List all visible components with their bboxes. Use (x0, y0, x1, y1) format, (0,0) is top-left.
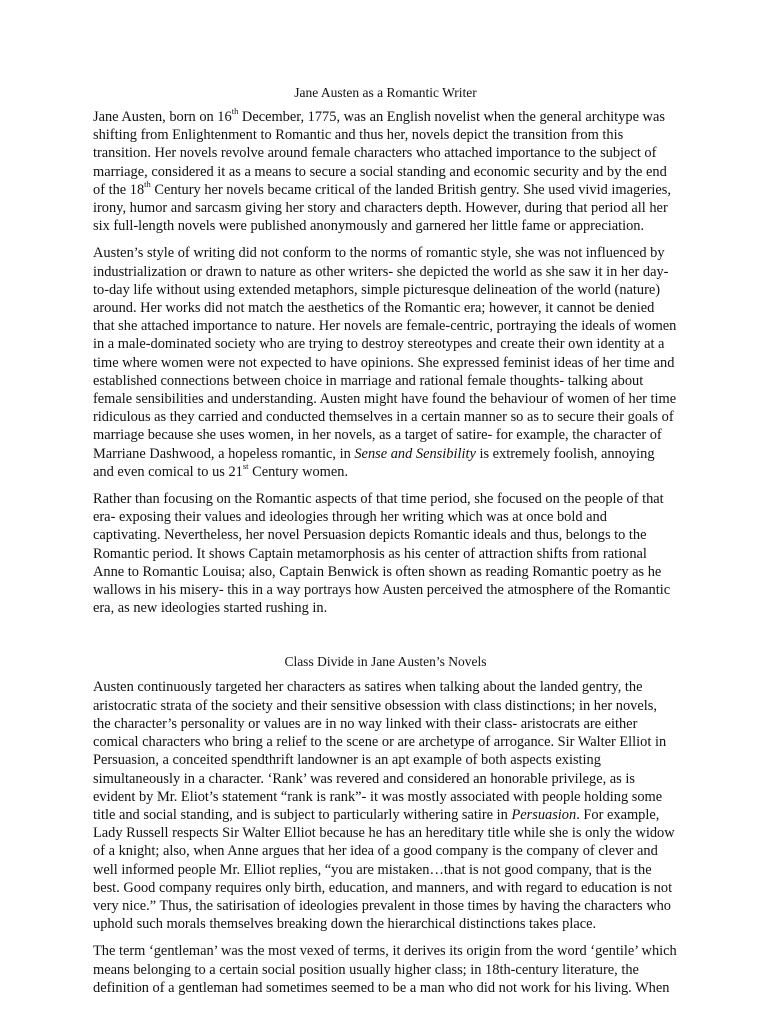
paragraph: The term ‘gentleman’ was the most vexed of terms, it derives its origin from the word ‘gentile’ which means belonging to a certain social position usually higher class; in 18th-century literature, the definition of a gentleman had sometimes seemed to be a man who did not work for his living. When (93, 943, 677, 996)
paragraph: Austen’s style of writing did not conform to the norms of romantic style, she was not influenced by industrialization or drawn to nature as other writers- she depicted the world as she saw it in her day-to-day life without using extended metaphors, simple picturesque delineation of the world (nature) around. Her works did not match the aesthetics of the Romantic era; however, it cannot be denied that she attached importance to nature. Her novels are female-centric, portraying the ideals of women in a male-dominated society who are trying to destroy stereotypes and create their own identity at a time where women were not expected to have opinions. She expressed feminist ideas of her time and established connections between choice in marriage and rational female thoughts- talking about female sensibilities and understanding. Austen might have found the behaviour of women of her time ridiculous as they carried and conducted themselves in a certain manner so as to secure their goals of marriage because she uses women, in her novels, as a target of satire- for example, the character of Marriane Dashwood, a hopeless romantic, in Sense and Sensibility is extremely foolish, annoying and even comical to us 21st Century women. (93, 245, 677, 480)
paragraph: Rather than focusing on the Romantic aspects of that time period, she focused on the people of that era- exposing their values and ideologies through her writing which was at once bold and captivating. Nevertheless, her novel Persuasion depicts Romantic ideals and thus, belongs to the Romantic period. It shows Captain metamorphosis as his center of attraction shifts from rational Anne to Romantic Louisa; also, Captain Benwick is often shown as reading Romantic poetry as he wallows in his misery- this in a way portrays how Austen perceived the atmosphere of the Romantic era, as new ideologies started rushing in. (93, 491, 671, 617)
book-title: Sense and Sensibility (354, 445, 476, 462)
section-title: Jane Austen as a Romantic Writer (294, 85, 477, 100)
section-title: Class Divide in Jane Austen’s Novels (284, 654, 487, 670)
paragraph: Austen continuously targeted her characters as satires when talking about the landed gentry, the aristocratic strata of the society and their sensitive obsession with class distinctions; in her novels, the character’s personality or values are in no way linked with their class- aristocrats are either comical characters who bring a relief to the scene or are archetype of arrogance. Sir Walter Elliot in Persuasion, a conceited spendthrift landowner is an apt example of both aspects existing simultaneously in a character. ‘Rank’ was revered and considered an honorable privilege, as is evident by Mr. Eliot’s statement “rank is rank”- it was mostly associated with people holding some title and social standing, and is subject to particularly withering satire in Persuasion. For example, Lady Russell respects Sir Walter Elliot because he has an hereditary title while she is only the widow of a knight; also, when Anne argues that her idea of a good company is the company of clever and well informed people Mr. Elliot replies, “you are mistaken…that is not good company, that is the best. Good company requires only birth, education, and manners, and with regard to education is not very nice.” Thus, the satirisation of ideologies prevalent in those times by having the characters who uphold such morals themselves breaking down the hierarchical distinctions takes place. (93, 679, 675, 933)
book-title: Persuasion (511, 806, 577, 823)
paragraph: Jane Austen, born on 16th December, 1775, was an English novelist when the general architype was shifting from Enlightenment to Romantic and thus her, novels depict the transition from this transition. Her novels revolve around female characters who attached importance to the subject of marriage, considered it as a means to secure a social standing and economic security and by the end of the 18th Century her novels became critical of the landed British gentry. She used vivid imageries, irony, humor and sarcasm giving her story and characters depth. However, during that period all her six full-length novels were published anonymously and garnered her little fame or appreciation. (93, 106, 671, 235)
